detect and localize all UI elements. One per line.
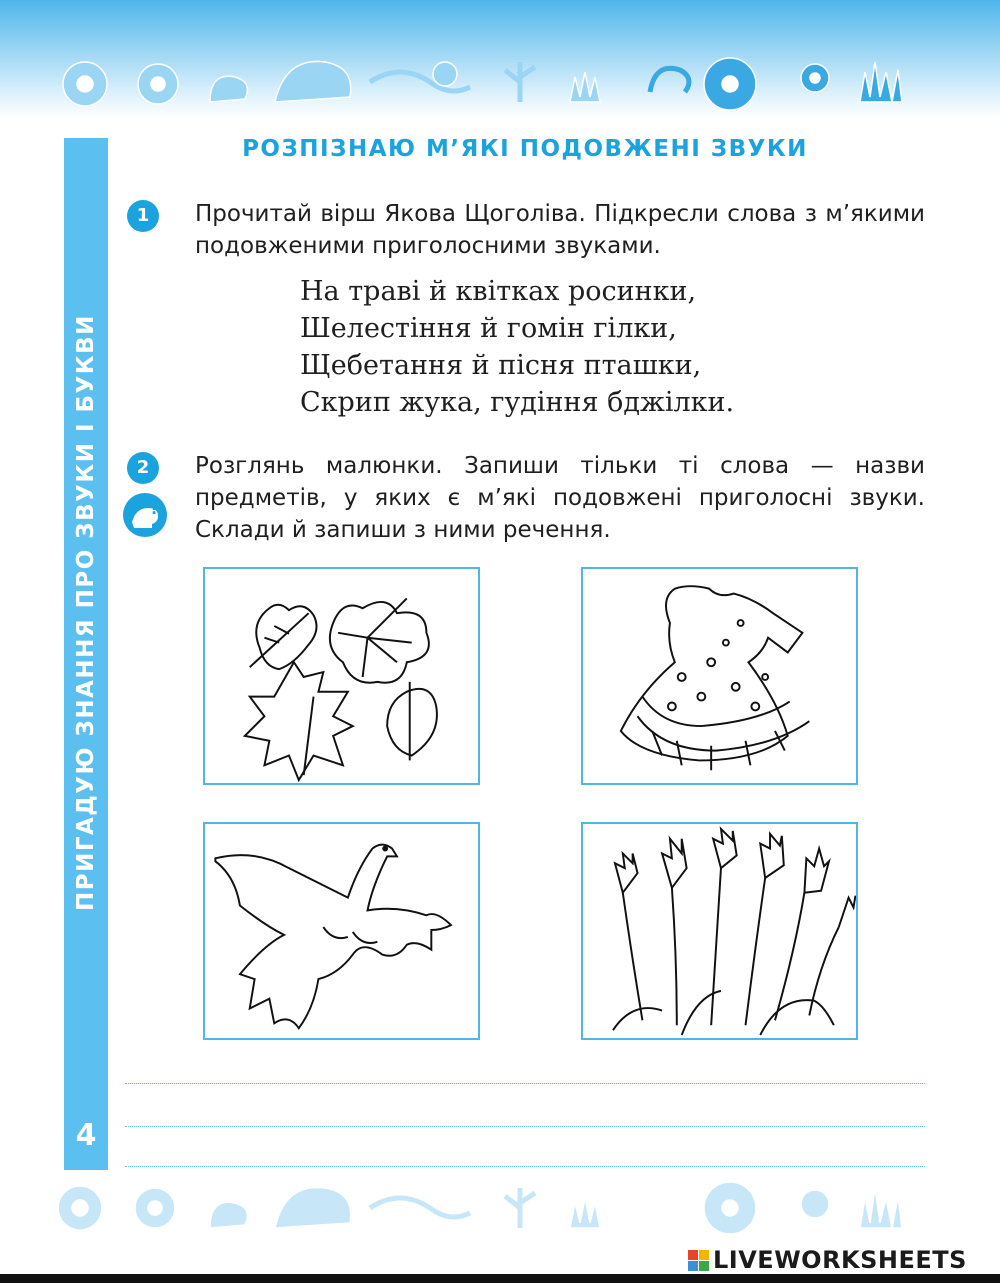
- poem-line: На траві й квітках росинки,: [300, 276, 697, 307]
- poem-line: Скрип жука, гудіння бджілки.: [300, 387, 735, 418]
- leaves-picture: [203, 567, 480, 785]
- wheat-picture: [581, 822, 858, 1040]
- answer-line-3[interactable]: [125, 1166, 925, 1167]
- watermark-text: LIVEWORKSHEETS: [713, 1246, 967, 1274]
- poem-line: Щебетання й пісня пташки,: [300, 350, 702, 381]
- question-head-icon: [122, 492, 168, 538]
- answer-line-1[interactable]: [125, 1083, 925, 1084]
- poem: [300, 273, 734, 421]
- poem-line: Шелестіння й гомін гілки,: [300, 313, 677, 344]
- liveworksheets-logo: [688, 1246, 967, 1274]
- page-number: 4: [75, 1118, 97, 1153]
- task-1-number: 1: [127, 200, 159, 232]
- answer-line-2[interactable]: [125, 1126, 925, 1127]
- task-1-instruction: Прочитай вірш Якова Щоголіва. Підкресли слова з м’якими подовженими приголосними звуками.: [195, 201, 925, 259]
- bird-picture: [203, 822, 480, 1040]
- dress-picture: [581, 567, 858, 785]
- svg-text:?: ?: [150, 499, 160, 518]
- lesson-heading: РОЗПІЗНАЮ М’ЯКІ ПОДОВЖЕНІ ЗВУКИ: [242, 136, 808, 162]
- bottom-bar: [0, 1274, 1000, 1283]
- liveworksheets-logo-icon: [688, 1250, 709, 1271]
- task-2-number: 2: [127, 452, 159, 484]
- decor-bottom-icons: [50, 1178, 950, 1238]
- section-title-vertical: ПРИГАДУЮ ЗНАННЯ ПРО ЗВУКИ І БУКВИ: [73, 314, 99, 912]
- task-2-instruction: Розглянь малюнки. Запиши тільки ті слова — назви предметів, у яких є м’які подовжені приголосні звуки. Склади й запиши з ними речення.: [195, 453, 925, 543]
- decor-top-icons: [50, 52, 950, 112]
